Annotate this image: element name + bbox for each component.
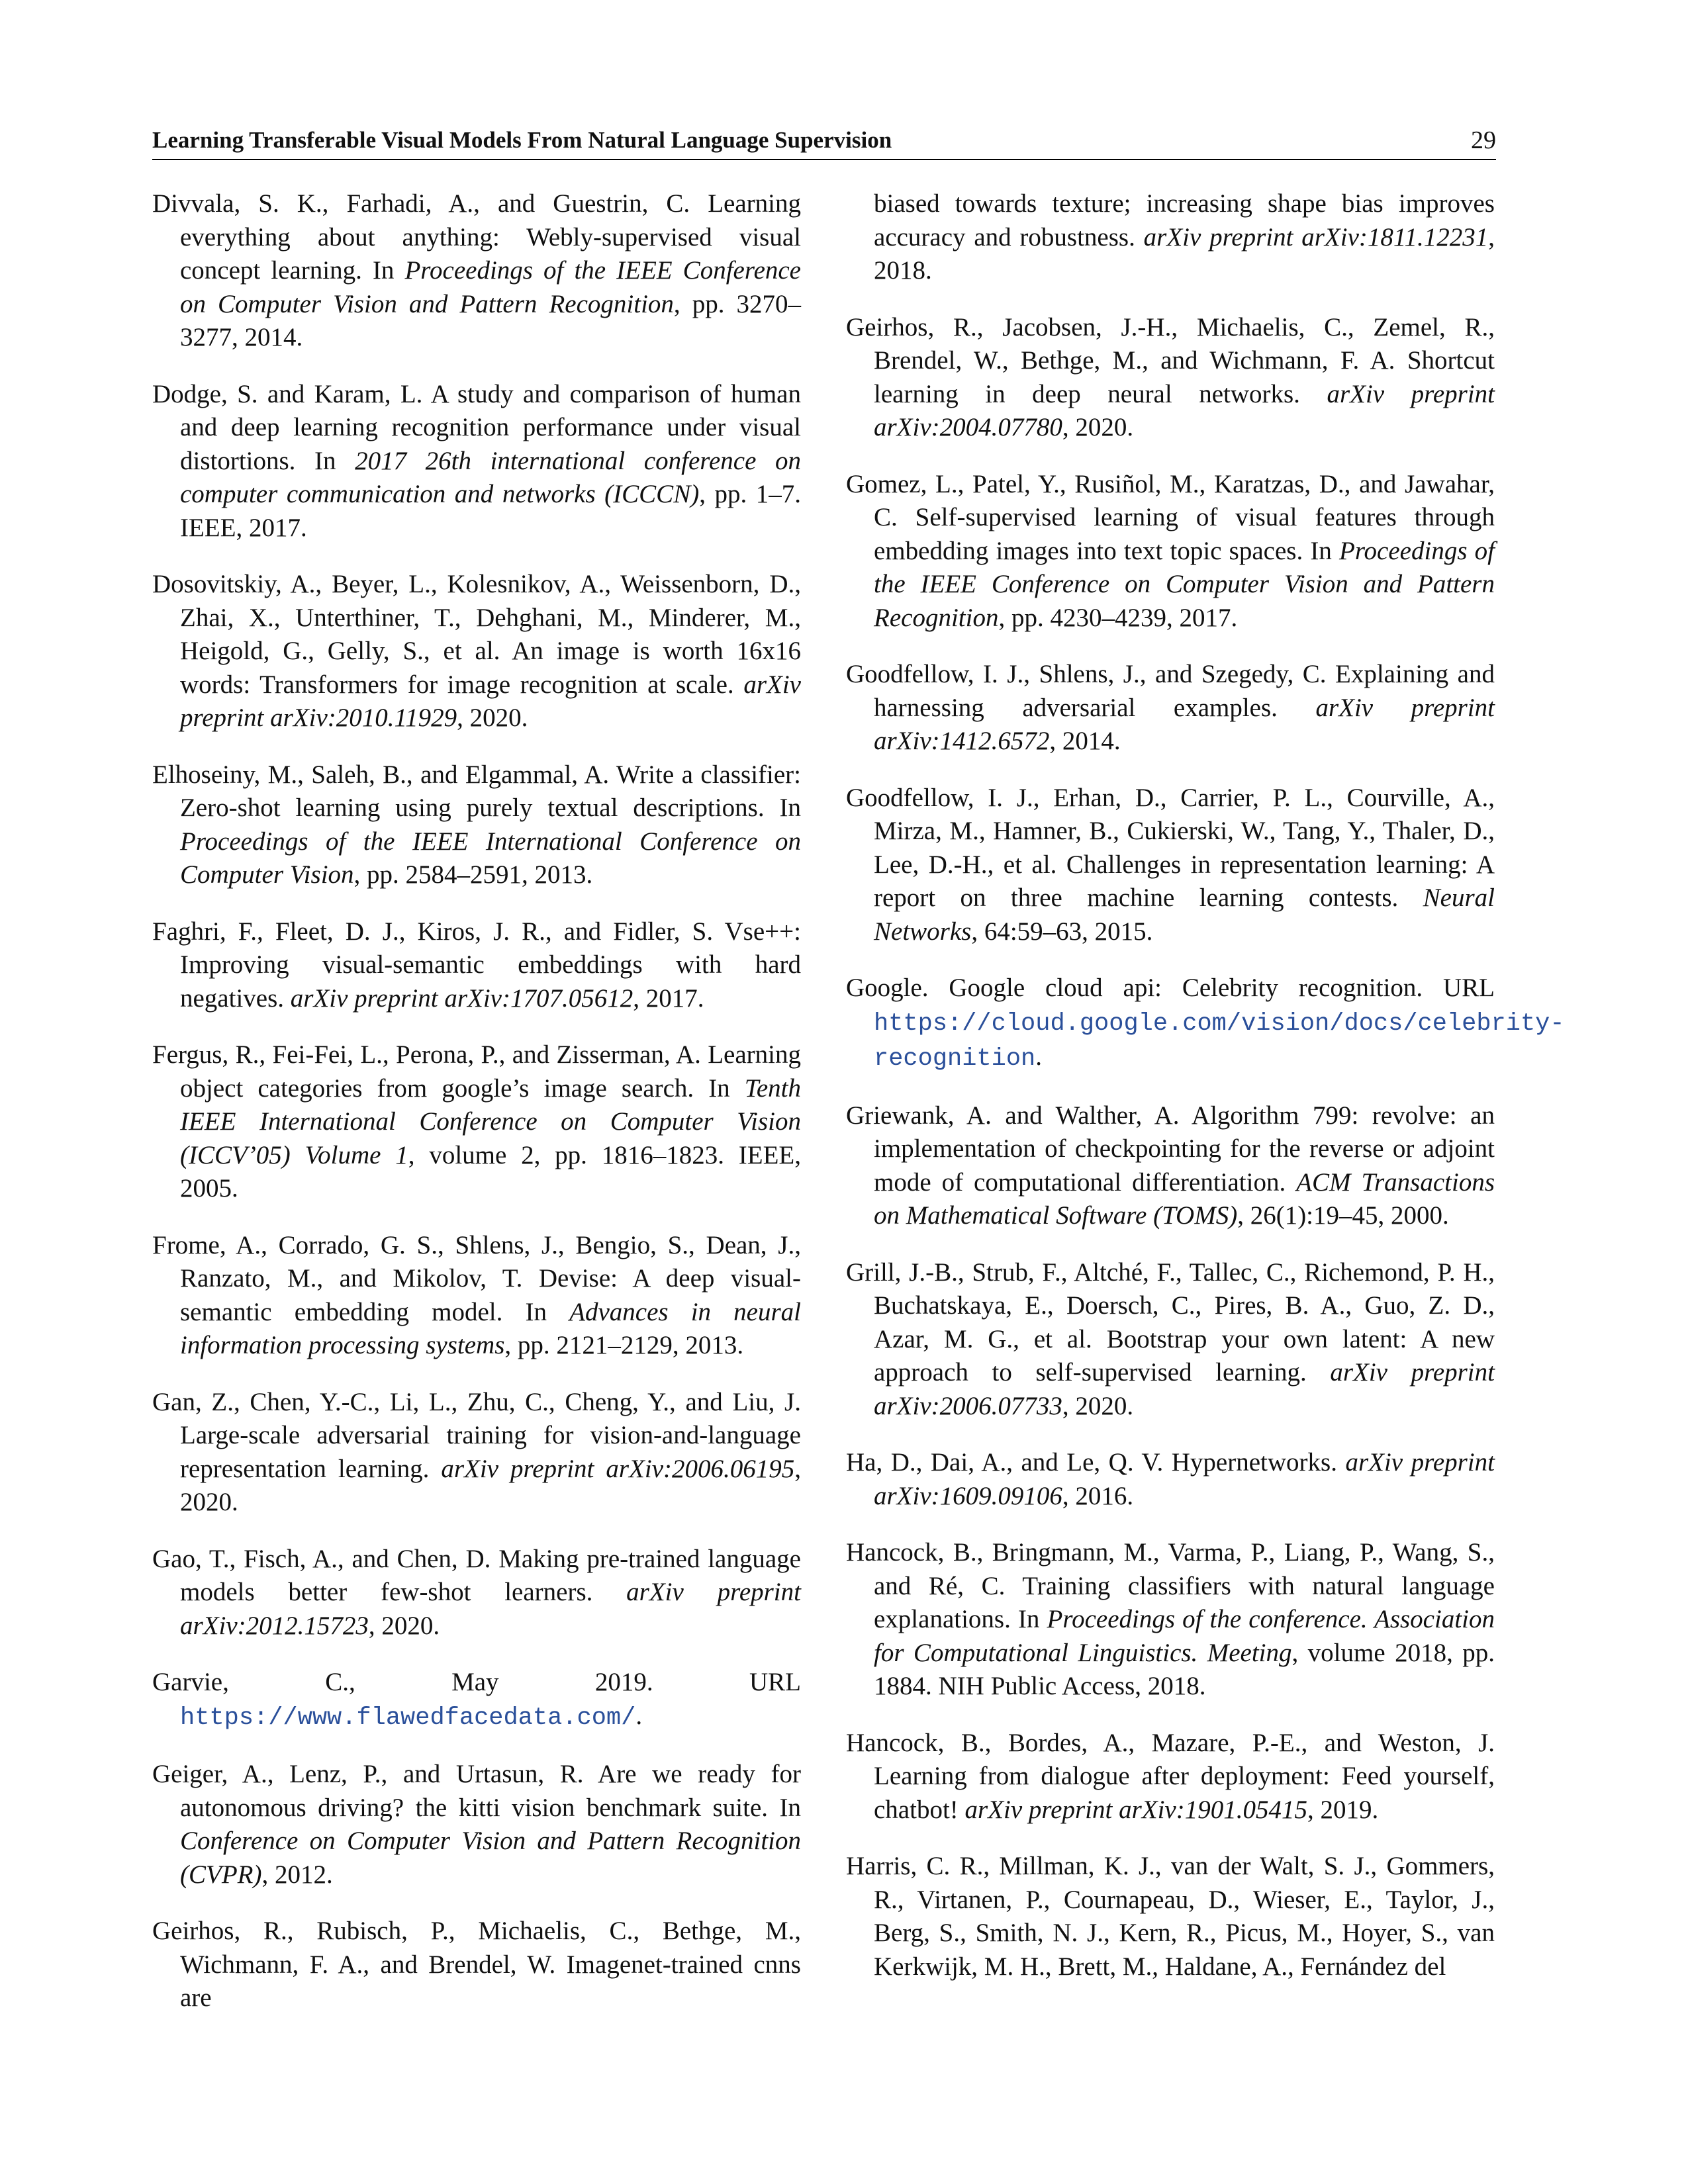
- reference-entry: [846, 972, 1565, 1076]
- reference-text: , pp. 4230–4239, 2017.: [998, 603, 1238, 632]
- reference-venue: arXiv preprint arXiv:2006.06195: [441, 1454, 795, 1483]
- reference-venue: Conference on Computer Vision and Pattern Recognition (CVPR): [180, 1827, 801, 1889]
- reference-text: , 2014.: [1049, 727, 1121, 755]
- reference-entry: [152, 1758, 801, 1891]
- page-number: 29: [1471, 126, 1496, 154]
- reference-entry: [846, 1850, 1495, 1983]
- reference-text: Faghri, F., Fleet, D. J., Kiros, J. R., and Fidler, S. Vse++: Improving visual-semantic embeddings with hard negatives.: [152, 917, 801, 1013]
- reference-text: , 2020.: [457, 704, 528, 732]
- reference-text: , pp. 2121–2129, 2013.: [504, 1331, 744, 1359]
- reference-venue: Proceedings of the IEEE Conference on Computer Vision and Pattern Recognition: [874, 536, 1495, 632]
- references-left-column: [152, 187, 801, 2038]
- running-header: [152, 126, 1496, 160]
- reference-url-link[interactable]: https://www.flawedfacedata.com/: [180, 1704, 636, 1732]
- reference-text: , 26(1):19–45, 2000.: [1237, 1201, 1449, 1230]
- reference-entry: [152, 1229, 801, 1363]
- reference-venue: arXiv preprint arXiv:1609.09106: [874, 1448, 1495, 1510]
- reference-text: Goodfellow, I. J., Shlens, J., and Szegedy, C. Explaining and harnessing adversarial examples.: [846, 660, 1495, 722]
- reference-entry: [846, 1256, 1495, 1424]
- reference-text: , 2020.: [180, 1454, 801, 1516]
- reference-text: , 2019.: [1307, 1795, 1379, 1824]
- reference-venue: 2017 26th international conference on computer communication and networks (ICCCN): [180, 446, 801, 508]
- reference-venue: Tenth IEEE International Conference on Computer Vision (ICCV’05) Volume 1: [180, 1073, 801, 1169]
- reference-entry: [846, 187, 1495, 288]
- reference-venue: Proceedings of the IEEE Conference on Computer Vision and Pattern Recognition: [180, 256, 801, 318]
- reference-venue: ACM Transactions on Mathematical Software (TOMS): [874, 1167, 1495, 1230]
- reference-entry: [846, 1727, 1495, 1827]
- reference-text: , 2018.: [874, 222, 1495, 285]
- reference-venue: arXiv preprint arXiv:2012.15723: [180, 1578, 801, 1640]
- reference-venue: Proceedings of the conference. Association for Computational Linguistics. Meeting: [874, 1605, 1495, 1667]
- paper-title: Learning Transferable Visual Models From Natural Language Supervision: [152, 127, 892, 153]
- reference-text: , pp. 1–7. IEEE, 2017.: [180, 480, 802, 542]
- reference-text: Grill, J.-B., Strub, F., Altché, F., Tallec, C., Richemond, P. H., Buchatskaya, E., Doersch, C., Pires, B. A., Guo, Z. D., Azar, M. G., et al. Bootstrap your own latent: A new approach to self-supervised learning.: [846, 1257, 1495, 1387]
- reference-text: , 2020.: [1062, 413, 1134, 441]
- reference-text: , pp. 3270–3277, 2014.: [180, 289, 802, 351]
- reference-entry: [152, 187, 801, 355]
- reference-text: Google. Google cloud api: Celebrity recognition. URL: [846, 974, 1495, 1002]
- reference-entry: [846, 1099, 1495, 1233]
- reference-text: Ha, D., Dai, A., and Le, Q. V. Hypernetworks.: [846, 1448, 1346, 1477]
- reference-text: , volume 2018, pp. 1884. NIH Public Access, 2018.: [874, 1638, 1495, 1700]
- reference-entry: [152, 1666, 801, 1735]
- reference-text: .: [635, 1701, 643, 1730]
- reference-venue: arXiv preprint arXiv:1811.12231: [1143, 222, 1489, 251]
- reference-url-link[interactable]: https://cloud.google.com/vision/docs/celebrity-recognition: [874, 1009, 1565, 1073]
- reference-text: Hancock, B., Bordes, A., Mazare, P.-E., and Weston, J. Learning from dialogue after deployment: Feed yourself, chatbot!: [846, 1728, 1495, 1824]
- reference-text: Geirhos, R., Jacobsen, J.-H., Michaelis, C., Zemel, R., Brendel, W., Bethge, M., and Wichmann, F. A. Shortcut learning in deep neural networks.: [846, 312, 1495, 408]
- reference-entry: [846, 1446, 1495, 1513]
- reference-text: Dodge, S. and Karam, L. A study and comparison of human and deep learning recognition performance under visual distortions. In: [152, 379, 801, 475]
- reference-text: Geirhos, R., Rubisch, P., Michaelis, C., Bethge, M., Wichmann, F. A., and Brendel, W. Imagenet-trained cnns are: [152, 1917, 801, 2012]
- reference-text: , pp. 2584–2591, 2013.: [353, 860, 593, 889]
- reference-text: , 2020.: [1062, 1391, 1134, 1420]
- reference-entry: [846, 782, 1495, 949]
- reference-text: Gao, T., Fisch, A., and Chen, D. Making pre-trained language models better few-shot learners.: [152, 1544, 801, 1606]
- reference-entry: [152, 1543, 801, 1643]
- reference-text: Garvie, C., May 2019. URL: [152, 1668, 801, 1696]
- reference-text: , 2012.: [261, 1860, 333, 1889]
- reference-venue: Advances in neural information processing systems: [180, 1297, 802, 1359]
- reference-text: , 2017.: [633, 983, 704, 1013]
- reference-entry: [152, 1386, 801, 1520]
- reference-entry: [152, 758, 801, 892]
- reference-entry: [152, 568, 801, 735]
- reference-entry: [152, 1038, 801, 1206]
- reference-venue: arXiv preprint arXiv:1707.05612: [290, 983, 633, 1013]
- reference-venue: arXiv preprint arXiv:2006.07733: [874, 1358, 1495, 1420]
- reference-text: , 2020.: [368, 1611, 440, 1640]
- reference-text: .: [1035, 1042, 1042, 1071]
- reference-text: Divvala, S. K., Farhadi, A., and Guestrin, C. Learning everything about anything: Webly-supervised visual concept learning. In: [152, 189, 801, 285]
- reference-text: , 64:59–63, 2015.: [971, 917, 1153, 946]
- reference-text: , volume 2, pp. 1816–1823. IEEE, 2005.: [180, 1140, 802, 1203]
- reference-text: Goodfellow, I. J., Erhan, D., Carrier, P. L., Courville, A., Mirza, M., Hamner, B., Cukierski, W., Tang, Y., Thaler, D., Lee, D.-H., et al. Challenges in representation learning: A report on three machine learning contests.: [846, 783, 1495, 912]
- reference-text: biased towards texture; increasing shape bias improves accuracy and robustness.: [874, 189, 1495, 251]
- reference-venue: Neural Networks: [874, 884, 1495, 946]
- reference-text: Dosovitskiy, A., Beyer, L., Kolesnikov, A., Weissenborn, D., Zhai, X., Unterthiner, T., Dehghani, M., Minderer, M., Heigold, G., Gelly, S., et al. An image is worth 16x16 words: Transformers for image recognition at scale.: [152, 570, 801, 699]
- reference-text: Geiger, A., Lenz, P., and Urtasun, R. Are we ready for autonomous driving? the kitti vision benchmark suite. In: [152, 1760, 801, 1822]
- references-right-column: [846, 187, 1565, 2007]
- reference-text: Griewank, A. and Walther, A. Algorithm 799: revolve: an implementation of checkpointing for the reverse or adjoint mode of computational differentiation.: [846, 1101, 1495, 1197]
- reference-text: Frome, A., Corrado, G. S., Shlens, J., Bengio, S., Dean, J., Ranzato, M., and Mikolov, T. Devise: A deep visual-semantic embedding model. In: [152, 1230, 801, 1326]
- reference-entry: [846, 658, 1495, 758]
- reference-entry: [152, 915, 801, 1016]
- reference-venue: arXiv preprint arXiv:2004.07780: [874, 379, 1495, 441]
- reference-venue: Proceedings of the IEEE International Conference on Computer Vision: [180, 827, 801, 889]
- reference-venue: arXiv preprint arXiv:1901.05415: [964, 1795, 1307, 1824]
- reference-venue: arXiv preprint arXiv:2010.11929: [180, 670, 801, 732]
- reference-entry: [152, 1915, 801, 2015]
- reference-entry: [152, 378, 801, 545]
- reference-text: Gan, Z., Chen, Y.-C., Li, L., Zhu, C., Cheng, Y., and Liu, J. Large-scale adversarial training for vision-and-language representation learning.: [152, 1387, 801, 1483]
- reference-venue: arXiv preprint arXiv:1412.6572: [874, 693, 1495, 755]
- reference-entry: [846, 1536, 1495, 1704]
- reference-entry: [846, 311, 1495, 445]
- reference-text: , 2016.: [1062, 1481, 1134, 1510]
- reference-text: Elhoseiny, M., Saleh, B., and Elgammal, A. Write a classifier: Zero-shot learning using purely textual descriptions. In: [152, 760, 801, 822]
- reference-text: Gomez, L., Patel, Y., Rusiñol, M., Karatzas, D., and Jawahar, C. Self-supervised learning of visual features through embedding images into text topic spaces. In: [846, 469, 1495, 565]
- reference-text: Fergus, R., Fei-Fei, L., Perona, P., and Zisserman, A. Learning object categories from google’s image search. In: [152, 1040, 801, 1103]
- reference-text: Harris, C. R., Millman, K. J., van der Walt, S. J., Gommers, R., Virtanen, P., Cournapeau, D., Wieser, E., Taylor, J., Berg, S., Smith, N. J., Kern, R., Picus, M., Hoyer, S., van Kerkwijk, M. H., Brett, M., Haldane, A., Fernández del: [846, 1852, 1495, 1981]
- reference-entry: [846, 468, 1495, 635]
- reference-text: Hancock, B., Bringmann, M., Varma, P., Liang, P., Wang, S., and Ré, C. Training classifiers with natural language explanations. In: [846, 1538, 1495, 1633]
